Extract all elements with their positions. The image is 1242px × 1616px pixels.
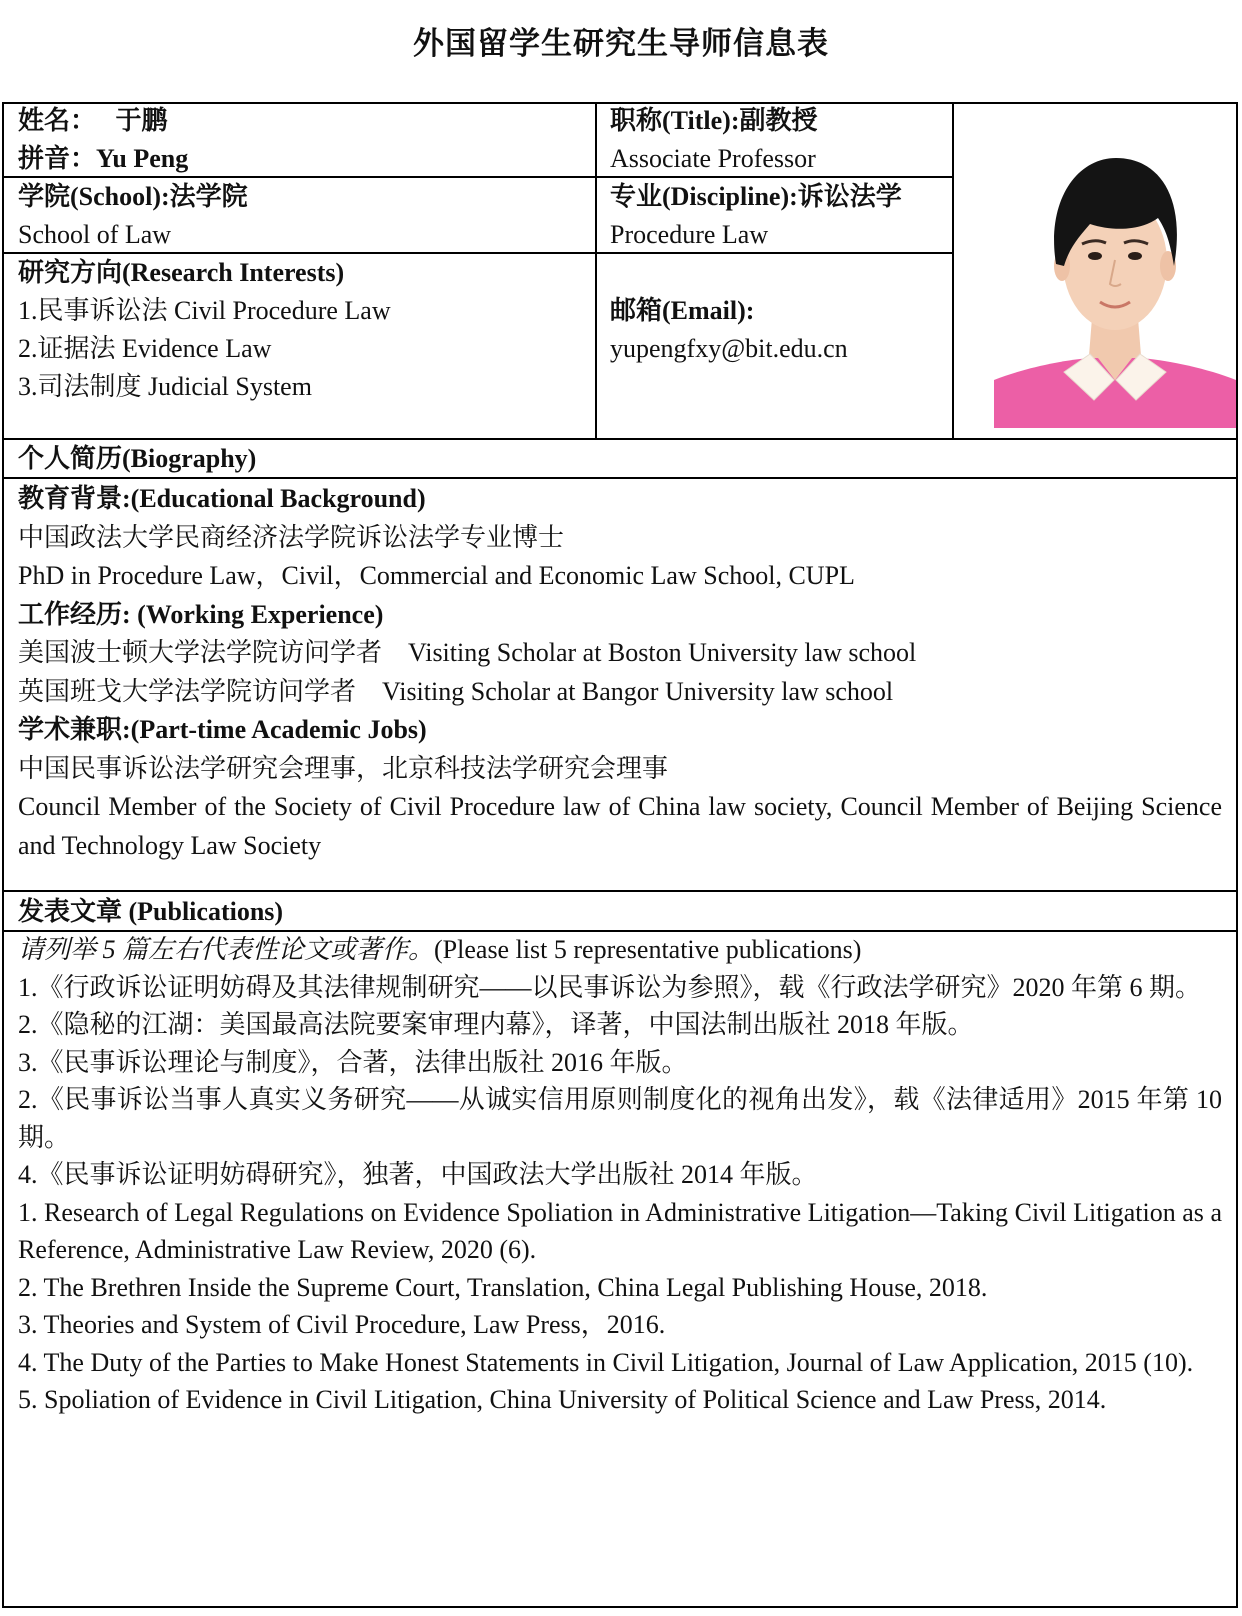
education-en: PhD in Procedure Law，Civil，Commercial and Economic Law School, CUPL (18, 561, 855, 590)
publication-item: 2.《民事诉讼当事人真实义务研究——从诚实信用原则制度化的视角出发》，载《法律适用》2015 年第 10 期。 (18, 1085, 1222, 1152)
publications-section (18, 931, 1222, 1419)
school-label: 学院(School): (18, 182, 170, 211)
name-value: 于鹏 (115, 106, 168, 135)
publication-item: 3.《民事诉讼理论与制度》，合著，法律出版社 2016 年版。 (18, 1047, 688, 1077)
work-item: 美国波士顿大学法学院访问学者 Visiting Scholar at Boston University law school (18, 638, 917, 667)
title-value-en: Associate Professor (610, 144, 816, 173)
biography-heading: 个人简历(Biography) (18, 444, 257, 473)
publications-instruction-en: (Please list 5 representative publications) (434, 935, 862, 964)
parttime-cn: 中国民事诉讼法学研究会理事，北京科技法学研究会理事 (18, 753, 669, 783)
row-divider-5 (4, 890, 1236, 892)
work-item: 英国班戈大学法学院访问学者 Visiting Scholar at Bangor University law school (18, 676, 894, 706)
education-cn: 中国政法大学民商经济法学院诉讼法学专业博士 (18, 522, 565, 552)
publications-instruction-cn: 请列举 5 篇左右代表性论文或著作。 (18, 935, 435, 964)
title-label: 职称(Title): (610, 106, 740, 135)
pinyin-label: 拼音： (18, 144, 97, 173)
email-value[interactable]: yupengfxy@bit.edu.cn (610, 334, 848, 363)
research-label: 研究方向(Research Interests) (18, 258, 345, 287)
publication-item: 2.《隐秘的江湖：美国最高法院要案审理内幕》，译著，中国法制出版社 2018 年版。 (18, 1010, 974, 1039)
publication-item: 4.《民事诉讼证明妨碍研究》，独著，中国政法大学出版社 2014 年版。 (18, 1160, 818, 1189)
title-value-cn: 副教授 (739, 106, 818, 135)
school-cell (18, 178, 248, 254)
publication-item: 3. Theories and System of Civil Procedure, Law Press，2016. (18, 1310, 666, 1339)
discipline-label: 专业(Discipline): (610, 182, 798, 211)
research-item: 2.证据法 Evidence Law (18, 334, 272, 363)
publications-heading: 发表文章 (Publications) (18, 897, 284, 926)
portrait-photo (994, 132, 1236, 428)
column-divider-1 (595, 104, 597, 438)
publication-item: 1.《行政诉讼证明妨碍及其法律规制研究——以民事诉讼为参照》，载《行政法学研究》2020 年第 6 期。 (18, 972, 1202, 1002)
publication-item: 5. Spoliation of Evidence in Civil Litigation, China University of Political Science and Law Press, 2014. (18, 1385, 1107, 1414)
publication-item: 2. The Brethren Inside the Supreme Court, Translation, China Legal Publishing House, 2018. (18, 1272, 988, 1302)
document-title: 外国留学生研究生导师信息表 (413, 26, 829, 61)
name-label: 姓名： (18, 106, 97, 135)
discipline-cell (610, 178, 902, 254)
research-item: 3.司法制度 Judicial System (18, 372, 312, 401)
education-heading: 教育背景:(Educational Background) (18, 484, 426, 513)
research-cell (18, 254, 391, 406)
parttime-heading: 学术兼职:(Part-time Academic Jobs) (18, 715, 427, 744)
biography-section (18, 480, 1222, 865)
discipline-value-en: Procedure Law (610, 220, 769, 249)
parttime-en: Council Member of the Society of Civil Procedure law of China law society, Council Member of Beijing Science and Technology Law Society (18, 792, 1222, 860)
publication-item: 1. Research of Legal Regulations on Evidence Spoliation in Administrative Litigation—Taking Civil Litigation as a Reference, Administrative Law Review, 2020 (6). (18, 1197, 1222, 1264)
info-table (2, 102, 1238, 1608)
research-item: 1.民事诉讼法 Civil Procedure Law (18, 296, 391, 325)
title-cell (610, 102, 818, 178)
discipline-value-cn: 诉讼法学 (797, 182, 902, 211)
school-value-cn: 法学院 (169, 182, 248, 211)
email-label: 邮箱(Email): (610, 296, 755, 325)
work-heading: 工作经历: (Working Experience) (18, 599, 384, 629)
publication-item: 4. The Duty of the Parties to Make Honest Statements in Civil Litigation, Journal of Law Application, 2015 (10). (18, 1347, 1194, 1377)
school-value-en: School of Law (18, 220, 172, 249)
name-cell (18, 102, 188, 178)
pinyin-value: Yu Peng (96, 144, 189, 173)
column-divider-2 (952, 104, 954, 438)
email-cell (610, 292, 848, 368)
